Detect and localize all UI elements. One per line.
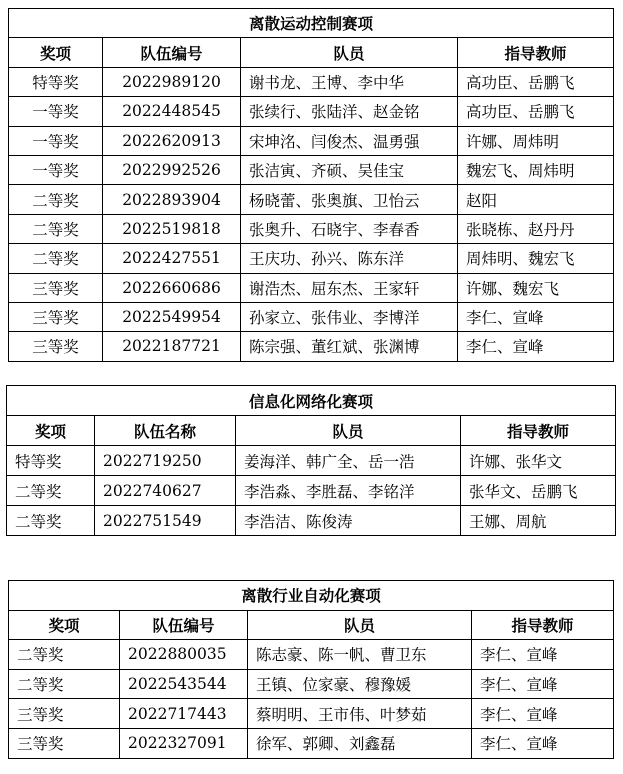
table-row	[9, 126, 614, 155]
cell-award: 二等奖	[9, 669, 120, 699]
column-header-award: 奖项	[9, 38, 103, 67]
cell-team-id: 2022660686	[103, 273, 241, 302]
cell-members: 姜海洋、韩广全、岳一浩	[236, 446, 461, 476]
cell-award: 二等奖	[9, 640, 120, 670]
cell-advisor: 李仁、宣峰	[458, 302, 614, 331]
cell-advisor: 李仁、宣峰	[458, 332, 614, 361]
column-header-advisor: 指导教师	[461, 416, 616, 446]
cell-award: 二等奖	[9, 214, 103, 243]
cell-team-id: 2022989120	[103, 67, 241, 96]
cell-award: 一等奖	[9, 126, 103, 155]
cell-team-id: 2022992526	[103, 155, 241, 184]
cell-award: 一等奖	[9, 155, 103, 184]
table-row	[7, 476, 616, 506]
cell-members: 张洁寅、齐硕、吴佳宝	[241, 155, 458, 184]
table-title-row	[9, 9, 614, 38]
table-row	[9, 97, 614, 126]
column-header-team-id: 队伍编号	[103, 38, 241, 67]
cell-advisor: 许娜、周炜明	[458, 126, 614, 155]
cell-award: 三等奖	[9, 699, 120, 729]
table-header-row	[7, 416, 616, 446]
cell-team-id: 2022327091	[120, 728, 248, 758]
cell-team-id: 2022717443	[120, 699, 248, 729]
column-header-award: 奖项	[9, 610, 120, 640]
table-row	[9, 155, 614, 184]
cell-members: 李浩洁、陈俊涛	[236, 506, 461, 536]
table-title-row	[7, 386, 616, 416]
cell-members: 张续行、张陆洋、赵金铭	[241, 97, 458, 126]
table-row	[7, 446, 616, 476]
cell-members: 陈宗强、董红斌、张渊博	[241, 332, 458, 361]
cell-members: 王镇、位家豪、穆豫媛	[248, 669, 472, 699]
cell-team-id: 2022880035	[120, 640, 248, 670]
cell-advisor: 李仁、宣峰	[472, 699, 614, 729]
column-header-members: 队员	[241, 38, 458, 67]
column-header-team-id: 队伍名称	[95, 416, 236, 446]
cell-members: 陈志豪、陈一帆、曹卫东	[248, 640, 472, 670]
cell-award: 三等奖	[9, 332, 103, 361]
table-header-row	[9, 610, 614, 640]
table-row	[9, 244, 614, 273]
cell-team-id: 2022519818	[103, 214, 241, 243]
cell-team-id: 2022543544	[120, 669, 248, 699]
table-row	[9, 214, 614, 243]
cell-advisor: 李仁、宣峰	[472, 669, 614, 699]
cell-members: 李浩淼、李胜磊、李铭洋	[236, 476, 461, 506]
cell-award: 二等奖	[7, 506, 95, 536]
cell-members: 蔡明明、王市伟、叶梦茹	[248, 699, 472, 729]
table-row	[9, 273, 614, 302]
table-row	[9, 699, 614, 729]
cell-advisor: 高功臣、岳鹏飞	[458, 67, 614, 96]
table-title-row	[9, 581, 614, 611]
cell-team-id: 2022719250	[95, 446, 236, 476]
cell-team-id: 2022427551	[103, 244, 241, 273]
award-table-discrete-industry-automation	[8, 580, 614, 759]
table-row	[9, 669, 614, 699]
column-header-advisor: 指导教师	[458, 38, 614, 67]
column-header-award: 奖项	[7, 416, 95, 446]
cell-advisor: 张华文、岳鹏飞	[461, 476, 616, 506]
cell-team-id: 2022893904	[103, 185, 241, 214]
table-row	[9, 67, 614, 96]
cell-award: 二等奖	[9, 185, 103, 214]
cell-award: 三等奖	[9, 302, 103, 331]
cell-award: 三等奖	[9, 273, 103, 302]
cell-advisor: 王娜、周航	[461, 506, 616, 536]
cell-advisor: 赵阳	[458, 185, 614, 214]
table-row	[9, 332, 614, 361]
column-header-advisor: 指导教师	[472, 610, 614, 640]
table-header-row	[9, 38, 614, 67]
table-row	[7, 506, 616, 536]
cell-members: 徐军、郭卿、刘鑫磊	[248, 728, 472, 758]
cell-advisor: 周炜明、魏宏飞	[458, 244, 614, 273]
cell-award: 二等奖	[9, 244, 103, 273]
cell-award: 二等奖	[7, 476, 95, 506]
cell-advisor: 张晓栋、赵丹丹	[458, 214, 614, 243]
cell-members: 杨晓蕾、张奥旗、卫怡云	[241, 185, 458, 214]
cell-advisor: 许娜、魏宏飞	[458, 273, 614, 302]
cell-award: 一等奖	[9, 97, 103, 126]
cell-members: 谢书龙、王博、李中华	[241, 67, 458, 96]
column-header-members: 队员	[236, 416, 461, 446]
cell-members: 谢浩杰、屈东杰、王家轩	[241, 273, 458, 302]
cell-members: 孙家立、张伟业、李博洋	[241, 302, 458, 331]
cell-team-id: 2022620913	[103, 126, 241, 155]
cell-award: 三等奖	[9, 728, 120, 758]
cell-team-id: 2022740627	[95, 476, 236, 506]
column-header-team-id: 队伍编号	[120, 610, 248, 640]
table-row	[9, 185, 614, 214]
table-row	[9, 728, 614, 758]
cell-team-id: 2022448545	[103, 97, 241, 126]
cell-award: 特等奖	[7, 446, 95, 476]
column-header-members: 队员	[248, 610, 472, 640]
cell-team-id: 2022751549	[95, 506, 236, 536]
table-row	[9, 302, 614, 331]
table-row	[9, 640, 614, 670]
cell-advisor: 魏宏飞、周炜明	[458, 155, 614, 184]
cell-team-id: 2022549954	[103, 302, 241, 331]
table-title: 离散运动控制赛项	[9, 9, 614, 38]
award-table-informatization-networking	[6, 385, 616, 536]
award-table-discrete-motion-control	[8, 8, 614, 362]
cell-advisor: 李仁、宣峰	[472, 640, 614, 670]
cell-advisor: 李仁、宣峰	[472, 728, 614, 758]
cell-team-id: 2022187721	[103, 332, 241, 361]
cell-members: 宋坤洺、闫俊杰、温勇强	[241, 126, 458, 155]
cell-members: 王庆功、孙兴、陈东洋	[241, 244, 458, 273]
cell-advisor: 高功臣、岳鹏飞	[458, 97, 614, 126]
table-title: 离散行业自动化赛项	[9, 581, 614, 611]
table-title: 信息化网络化赛项	[7, 386, 616, 416]
cell-award: 特等奖	[9, 67, 103, 96]
cell-advisor: 许娜、张华文	[461, 446, 616, 476]
cell-members: 张奥升、石晓宇、李春香	[241, 214, 458, 243]
